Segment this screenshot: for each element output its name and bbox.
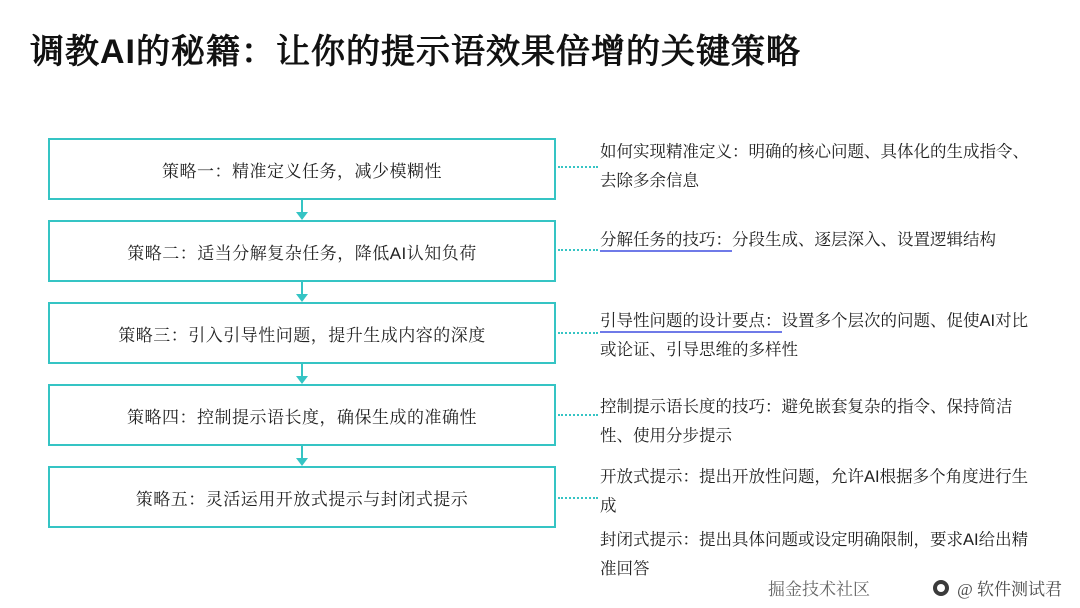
note-lead: 分解任务的技巧： bbox=[600, 231, 732, 252]
flow-node-2[interactable] bbox=[48, 220, 556, 282]
note-5 bbox=[600, 463, 1040, 521]
watermark-account-label: @ 软件测试君 bbox=[957, 580, 1062, 599]
leader-line-2 bbox=[558, 249, 598, 251]
note-1 bbox=[600, 138, 1040, 196]
note-lead: 封闭式提示： bbox=[600, 531, 699, 549]
flow-node-3[interactable] bbox=[48, 302, 556, 364]
strategy-flow bbox=[48, 138, 556, 528]
note-lead: 引导性问题的设计要点： bbox=[600, 312, 782, 333]
flow-node-1[interactable] bbox=[48, 138, 556, 200]
note-body: 避免嵌套复杂的指令、保持简洁性、使用分步提示 bbox=[600, 398, 1013, 445]
flow-connector-4 bbox=[48, 446, 556, 466]
flow-connector-1 bbox=[48, 200, 556, 220]
leader-line-1 bbox=[558, 166, 598, 168]
note-lead: 如何实现精准定义： bbox=[600, 143, 749, 161]
note-lead: 开放式提示： bbox=[600, 468, 699, 486]
flow-node-label: 策略一：精准定义任务，减少模糊性 bbox=[162, 161, 442, 181]
flow-node-label: 策略三：引入引导性问题，提升生成内容的深度 bbox=[118, 325, 486, 345]
page-title: 调教AI的秘籍：让你的提示语效果倍增的关键策略 bbox=[30, 33, 801, 71]
leader-line-3 bbox=[558, 332, 598, 334]
note-body: 提出具体问题或设定明确限制，要求AI给出精准回答 bbox=[600, 531, 1029, 578]
note-body: 设置多个层次的问题、促使AI对比或论证、引导思维的多样性 bbox=[600, 312, 1029, 359]
note-2 bbox=[600, 226, 1040, 255]
arrow-down-icon bbox=[296, 212, 308, 220]
flow-node-4[interactable] bbox=[48, 384, 556, 446]
flow-connector-2 bbox=[48, 282, 556, 302]
note-4 bbox=[600, 393, 1040, 451]
flow-node-label: 策略四：控制提示语长度，确保生成的准确性 bbox=[127, 407, 477, 427]
flow-node-label: 策略五：灵活运用开放式提示与封闭式提示 bbox=[135, 489, 469, 509]
avatar-dot-icon bbox=[933, 580, 949, 596]
note-3 bbox=[600, 307, 1040, 365]
flow-node-label: 策略二：适当分解复杂任务，降低AI认知负荷 bbox=[127, 243, 477, 263]
watermark-source: 掘金技术社区 bbox=[768, 580, 870, 599]
leader-line-4 bbox=[558, 414, 598, 416]
flow-node-5[interactable] bbox=[48, 466, 556, 528]
note-body: 提出开放性问题，允许AI根据多个角度进行生成 bbox=[600, 468, 1029, 515]
arrow-down-icon bbox=[296, 376, 308, 384]
flow-connector-3 bbox=[48, 364, 556, 384]
arrow-down-icon bbox=[296, 294, 308, 302]
note-body: 明确的核心问题、具体化的生成指令、去除多余信息 bbox=[600, 143, 1029, 190]
watermark-account bbox=[933, 575, 1062, 600]
leader-line-5 bbox=[558, 497, 598, 499]
arrow-down-icon bbox=[296, 458, 308, 466]
note-body: 分段生成、逐层深入、设置逻辑结构 bbox=[732, 231, 996, 249]
note-lead: 控制提示语长度的技巧： bbox=[600, 398, 782, 416]
